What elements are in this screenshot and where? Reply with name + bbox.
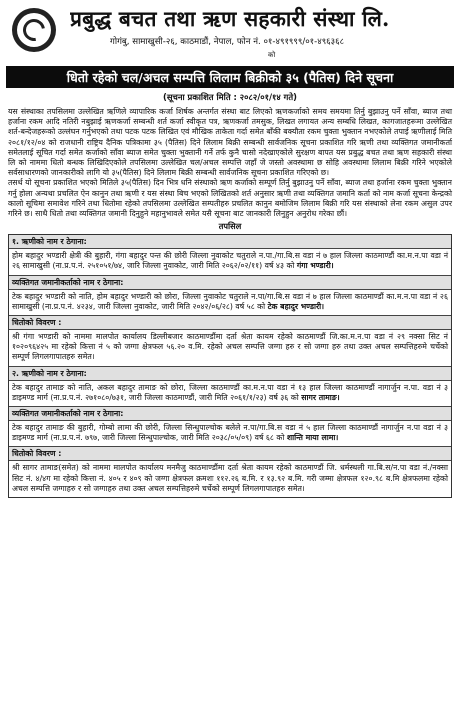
section-heading: व्यक्तिगत जमानीकर्ताको नाम र ठेगाना: bbox=[9, 275, 451, 290]
section-heading: व्यक्तिगत जमानीकर्ताको नाम र ठेगाना: bbox=[9, 406, 451, 421]
section-body: श्री गंगा भण्डारी को नाममा मालपोत कार्यालय डिल्लीबजार काठमाण्डौंमा दर्ता श्रेता कायम रहेको काठमाण्डौं जि.का.म.न.पा वडा नं २९ नक्सा सिट नं १०२०९६४२५ मा रहेको कित्ता नं ५ को जग्गा क्षेत्रफल ५६.२० व.मि. रहेको अचल सम्पत्ति जग्गा हरु र सो जग्गा हरु तथा उक्त अचल सम्पत्तिहरुमे चर्चेको सम्पूर्ण लिगलगापातहरु समेत। bbox=[12, 332, 448, 362]
section-body: श्री सागर तामाङ(समेत) को नाममा मालपोत कार्यालय मनमैजु काठमाण्डौंमा दर्ता श्रेता कायम रहेको काठमाण्डौं जि. धर्मस्थली गा.बि.स/न.पा वडा नं./नक्सा सिट नं. ४/४ग मा रहेको कित्ता नं. ४०५ र ४०९ को जग्गा क्षेत्रफल क्रमशः ११२.२६ ब.मि. र १३.९२ ब.मि. गरी जम्मा क्षेत्रफल १२०.९८ ब.मि क्षेत्रफलमा रहेको अचल सम्पत्ति जग्गाहरु र सो जग्गाहरु तथा उक्त अचल सम्पत्तिहरुमे चर्चेको सम्पूर्ण लिगलगापातहरु समेत। bbox=[12, 463, 448, 493]
org-address: गोगंबु, सामाखुसी-२६, काठमाडौं, नेपाल, फोन नं. ०१-४९१९९९/०१-४९६३६८ bbox=[110, 37, 345, 47]
org-logo-icon bbox=[12, 8, 56, 52]
header bbox=[6, 4, 454, 62]
section-heading: धितोको विवरण : bbox=[9, 446, 451, 461]
guarantor-name: शान्ति माया लामा। bbox=[286, 433, 339, 443]
second-paragraph: तसर्थ यो सूचना प्रकाशित भएको मितिले ३५(पैतिस) दिन भित्र धनि संस्थाको ऋण कर्जाको सम्पूर्ण तिर्नु बुझाउनु पर्ने साँवा, ब्याज तथा हर्जाना रकम चुक्ता भुक्तान गर्नु होला अन्यथा प्रचलित ऐन कानुन तथा ऋणी र यस संस्था बिच भएको लिखितको शर्त अनुसार ऋणी तथा व्यक्तिगत जमानि कर्ता को नाम कर्जा सूचना केन्द्रको कालो सूचिमा समावेश गरिने तथा धितोमा रहेको तपसिलमा उल्लेखित सम्पतीहरु प्रचलित कानुन बमोजिम लिलाम बिक्री गरि यस संस्थाको लेना रकम असुल उपर गरिने छ। साथै धितो तथा व्यक्तिगत जमानी दिनुहुने महानुभावले समेत यसै सूचना बाट जानकारी लिनुहुन अनुरोध गरेका छौं। bbox=[8, 178, 452, 219]
schedule-table bbox=[8, 234, 452, 498]
schedule-heading: तपसिल bbox=[218, 221, 242, 232]
section-body: होम बहादुर भण्डारी क्षेत्री की बुहारी, गंगा बहादुर पन्त की छोरी जिल्ला नुवाकोट चतुराले न.पा./गा.बि.स वडा नं ७ हाल जिल्ला काठमाण्डौं का.म.न.पा वडा नं २६ सामाखुसी (ना.प्र.प.नं. २५१०५१/७४, जारि जिल्ला नुवाकोट, जारी मिति २०६२/०२/११) वर्ष ४३ को गंगा भण्डारी। bbox=[12, 251, 448, 271]
section-body: टेक बहादुर भण्डारी को नाति, होम बहादुर भण्डारी को छोरा, जिल्ला नुवाकोट चतुराले न.पा/गा.बि.स वडा नं ७ हाल जिल्ला काठमाण्डौं का.म.न.पा वडा नं २६ सामाखुसी (ना.प्र.प.नं. ४२३४, जारी जिल्ला नुवाकोट, जारी मिति २०४२/०६/२८) वर्ष ५८ को टेक बहादुर भण्डारी। bbox=[12, 291, 448, 311]
org-name: प्रबुद्ध बचत तथा ऋण सहकारी संस्था लि. bbox=[70, 6, 390, 31]
org-ko: को bbox=[268, 51, 276, 59]
section-heading: १. ऋणीको नाम र ठेगाना: bbox=[9, 235, 451, 249]
borrower-name: गंगा भण्डारी। bbox=[296, 261, 334, 271]
intro-paragraph: यस संस्थाका तपसिलमा उल्लेखित ऋणिले व्यापारिक कर्जा शिर्षक अन्तर्गत संस्था बाट लिएको ऋणकर्जाको समय समयमा तिर्नु बुझाउनु पर्ने साँवा, ब्याज तथा हर्जाना रकम आदि नतिरी नबुझाई ऋणकर्जा सम्बन्धी शर्त कर्जा स्वीकृत पत्र, ऋणकर्जा तमसुक, लिखत लगायत अन्य सम्बधि लिखत, कागजातहरूमा उल्लेखित शर्त-बन्देजहरूको उल्लंघन गर्नुभएको तथा पटक पटक लिखित एवं मौखिक ताकेता गर्दा समेत बाँकी बक्यौता रकम चुक्ता भुक्तान नभएकोले तपाई ऋणीलाई मिति २०८१/१२/०४ को राजधानी राष्ट्रिय दैनिक पत्रिकामा ३५ (पैतिस) दिने लिलाम बिक्री सम्बन्धी सार्वजनिक सूचना प्रकाशित गरि ऋणी तथा व्यक्तिगत जमानीकर्ता समेतलाई सूचित गर्दा समेत कर्जाको साँवा ब्याज समेत चुक्ता भुक्तानी गर्ने तर्फ कुनै चासो नदेखाएकोले सुरक्षण बापत यस प्रबुद्ध बचत तथा ऋण सहकारी संस्था लि को नाममा धितो बन्धक लिखिदिएकोले तपसिलमा उल्लेखित चल/अचल सम्पत्ति जहाँ जे जस्तो अवस्थामा छ सोहि अवस्थामा लिलाम बिक्री गरिने भएकोले सर्वसाधारणको जानकारीको लागि यो ३५(पैतिस) दिने लिलाम बिक्री सम्बन्धी सार्वजनिक सूचना प्रकाशित गरिएको छ। bbox=[8, 107, 452, 178]
section-heading: धितोको विवरण : bbox=[9, 315, 451, 330]
guarantor-name: टेक बहादुर भण्डारी। bbox=[267, 301, 325, 311]
section-body: टेक बहादुर तामाङ को नाति, अकल बहादुर तामाङ को छोरा, जिल्ला काठमाण्डौं का.म.न.पा वडा नं १३ हाल जिल्ला काठमाण्डौं नागार्जुन न.पा. वडा नं ३ डाइमण्ड मार्ग (ना.प्र.प.नं. २७१०८०/७३१, जारी जिल्ला काठमाण्डौं, जारी मिति २०६१/१/२३) वर्ष ३६ को सागर तामाङ। bbox=[12, 382, 448, 402]
borrower-name: सागर तामाङ। bbox=[301, 392, 340, 402]
section-body: टेक बहादुर तामाङ की बुहारी, गोम्बो लामा की छोरी, जिल्ला सिन्धुपाल्चोक बलेले न.पा/गा.बि.स वडा नं ५ हाल जिल्ला काठमाण्डौं नागार्जुन न.पा वडा नं ३ डाइमण्ड मार्ग (ना.प्र.प.नं. ७९७, जारी जिल्ला सिन्धुपाल्चोक, जारी मिति २०३८/०५/०९) वर्ष ६८ को शान्ति माया लामा। bbox=[12, 423, 448, 443]
publish-date: (सूचना प्रकाशित मिति : २०८२/०१/१४ गते) bbox=[163, 92, 297, 102]
notice-title: धितो रहेको चल/अचल सम्पत्ति लिलाम बिक्रीको ३५ (पैतिस) दिने सूचना bbox=[6, 66, 454, 88]
section-heading: २. ऋणीको नाम र ठेगाना: bbox=[9, 366, 451, 381]
